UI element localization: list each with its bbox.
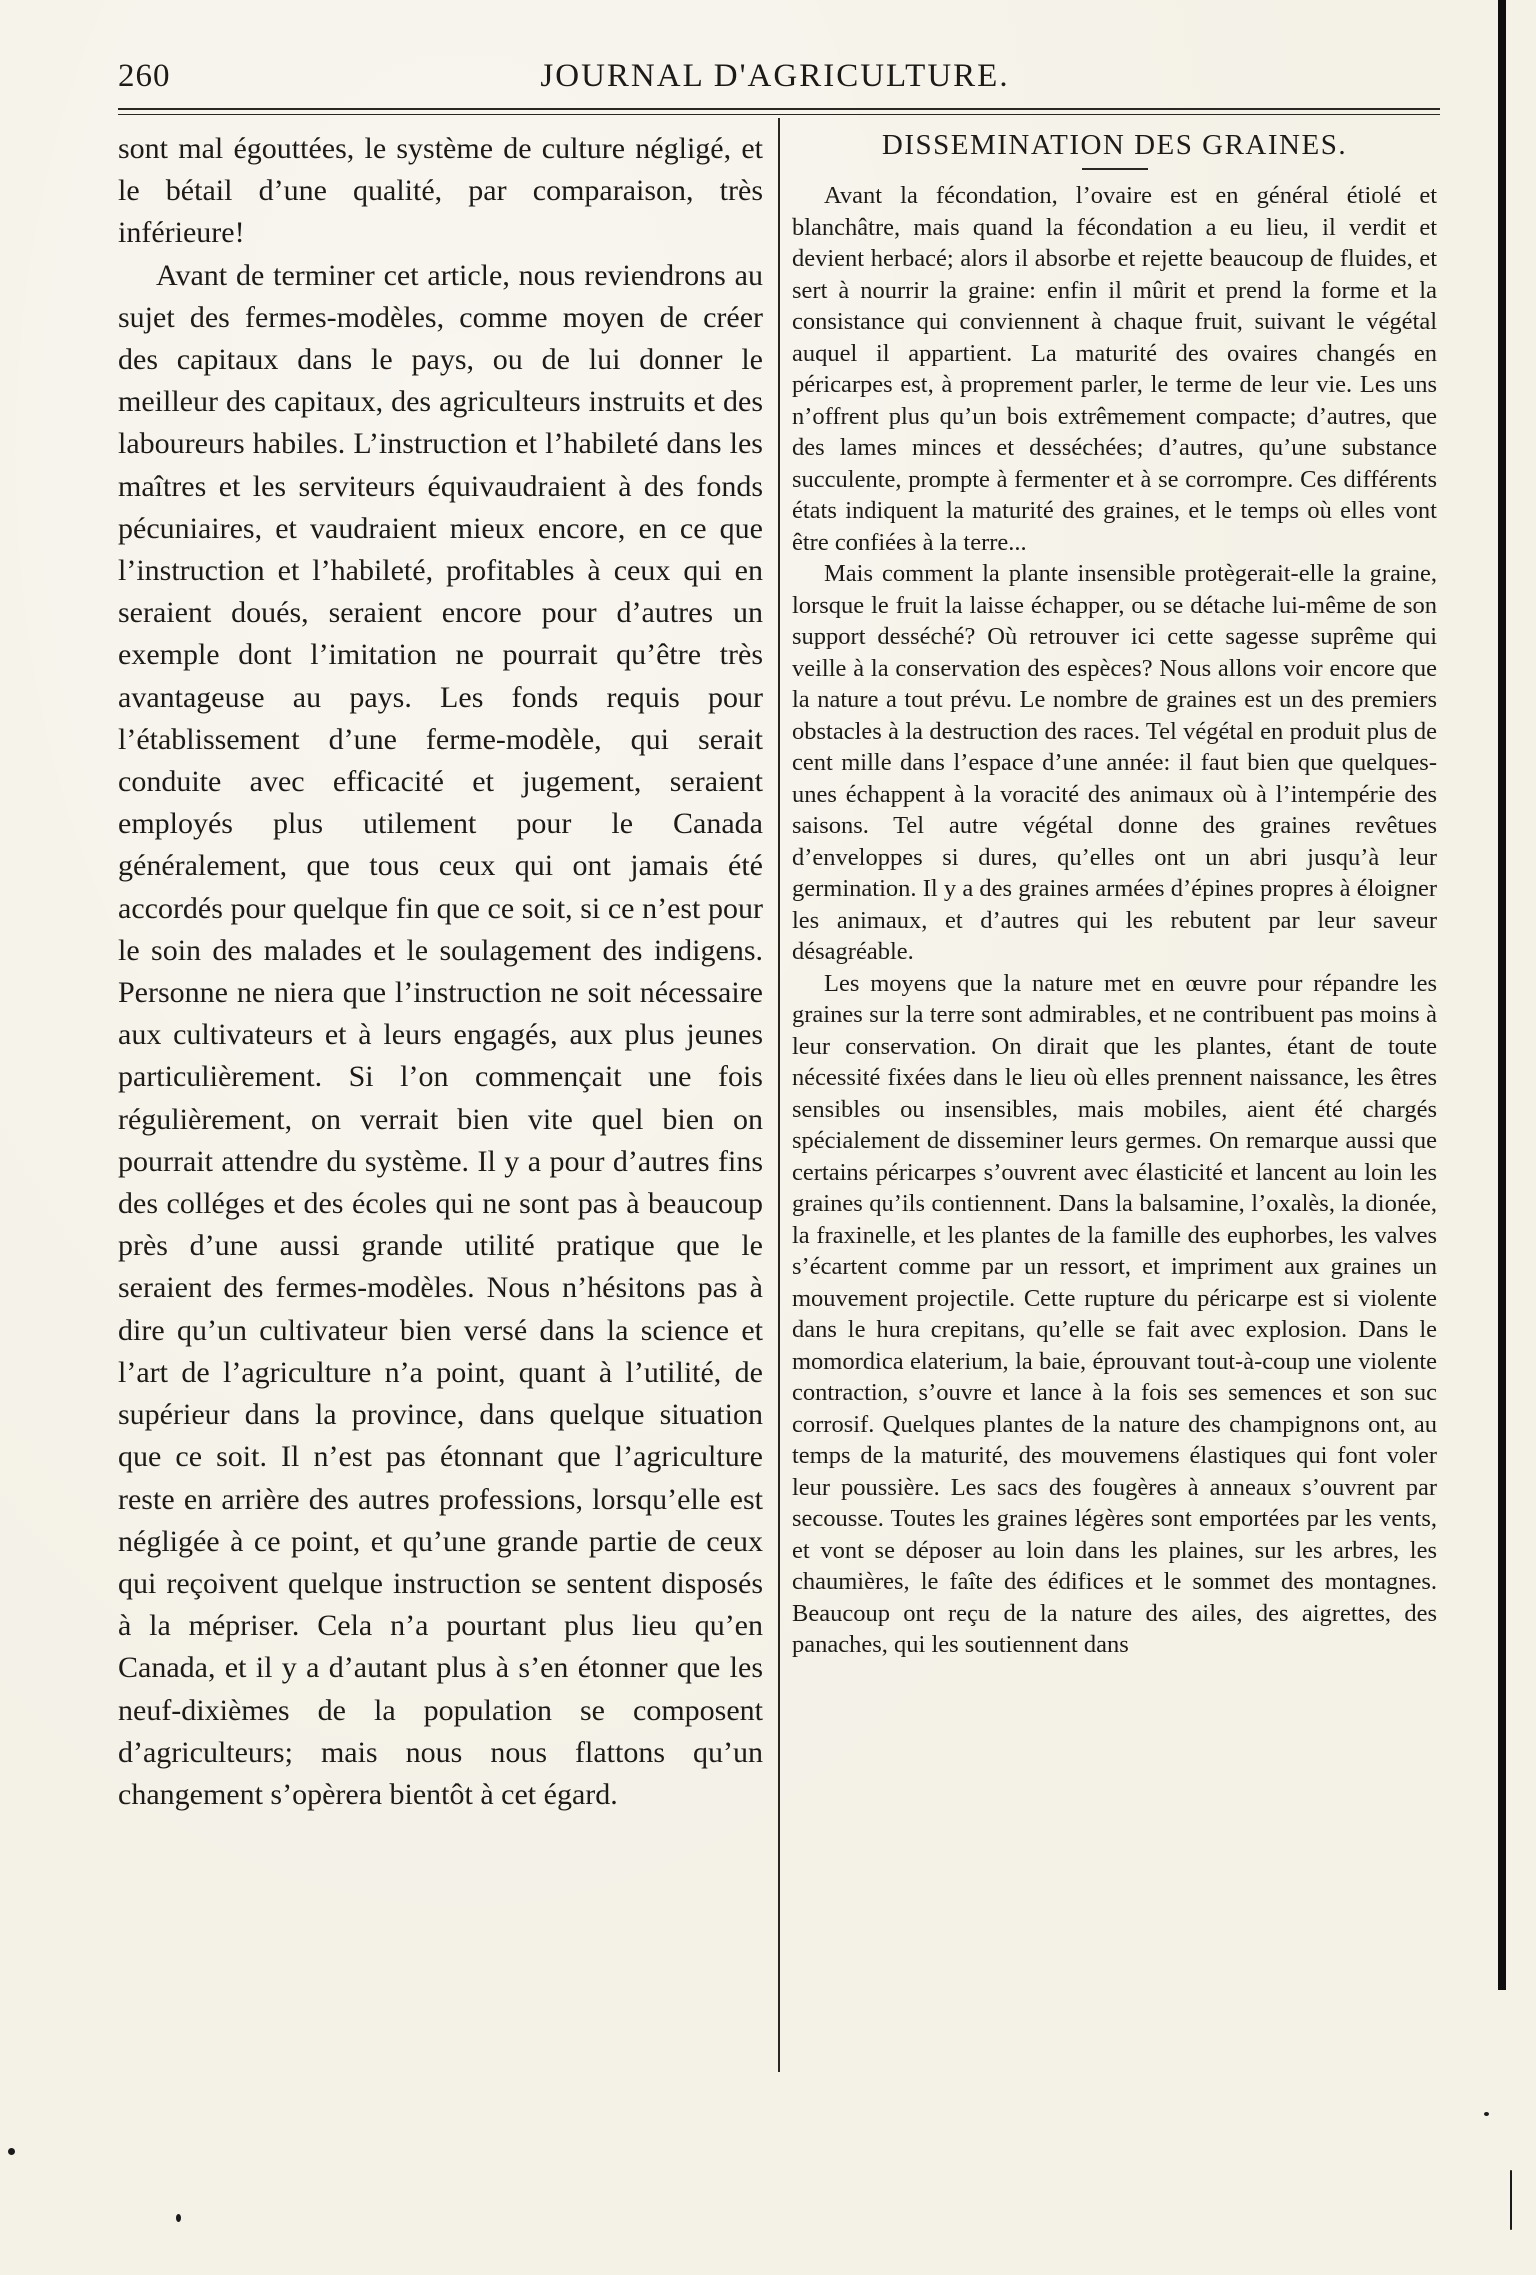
right-paragraph-1: Avant la fécondation, l’ovaire est en général étiolé et blanchâtre, mais quand la fécondation a eu lieu, il verdit et devient herbacé; alors il absorbe et rejette beaucoup de fluides, et sert à nourrir la graine: enfin il mûrit et prend la forme et la consistance qui conviennent à chaque fruit, suivant le végétal auquel il appartient. La maturité des ovaires changés en péricarpes est, à proprement parler, le terme de leur vie. Les uns n’offrent plus qu’un bois extrêmement compacte; d’autres, que des lames minces et desséchées; d’autres, qu’une substance succulente, prompte à fermenter et à se corrompre. Ces différents états indiquent la maturité des graines, et le temps où elles vont être confiées à la terre... — [792, 182, 1437, 556]
left-paragraph-1: sont mal égouttées, le système de culture négligé, et le bétail d’une qualité, par comparaison, très inférieure! — [118, 132, 763, 250]
column-divider — [778, 118, 780, 2072]
article-body — [792, 180, 1437, 1661]
page-number: 260 — [118, 58, 171, 94]
header-rule-second — [118, 114, 1440, 115]
right-paragraph-3: Les moyens que la nature met en œuvre pour répandre les graines sur la terre sont admirables, et ne contribuent pas moins à leur conservation. On dirait que les plantes, étant de toute nécessité fixées dans le lieu où elles prennent naissance, les êtres sensibles ou insensibles, mais mobiles, aient été chargés spécialement de disseminer leurs germes. On remarque aussi que certains péricarpes s’ouvrent avec élasticité et lancent au loin les graines qu’ils contiennent. Dans la balsamine, l’oxalès, la dionée, la fraxinelle, et les plantes de la famille des euphorbes, les valves s’écartent comme par un ressort, et impriment aux graines un mouvement projectile. Cette rupture du péricarpe est si violente dans le hura crepitans, qu’elle se fait avec explosion. Dans le momordica elaterium, la baie, éprouvant tout-à-coup une violente contraction, s’ouvre et lance à la fois ses semences et son suc corrosif. Quelques plantes de la nature des champignons ont, au temps de la maturité, des mouvemens élastiques qui font voler leur poussière. Les sacs des fougères à anneaux s’ouvrent par secousse. Toutes les graines légères sont emportées par les vents, et vont se déposer au loin dans les plaines, sur les arbres, les chaumières, le faîte des édifices et le sommet des montagnes. Beaucoup ont reçu de la nature des ailes, des aigrettes, des panaches, qui les soutiennent dans — [792, 969, 1437, 1658]
right-paragraph-2: Mais comment la plante insensible protègerait-elle la graine, lorsque le fruit la laisse échapper, ou se détache lui-même de son support desséché? Où retrouver ici cette sagesse suprême qui veille à la conservation des espèces? Nous allons voir encore que la nature a tout prévu. Le nombre de graines est un des premiers obstacles à la destruction des races. Tel végétal en produit plus de cent mille dans l’espace d’une année: il faut bien que quelques-unes échappent à la voracité des animaux où à l’intempérie des saisons. Tel autre végétal donne des graines revêtues d’enveloppes si dures, qu’elles ont un abri jusqu’à leur germination. Il y a des graines armées d’épines propres à éloigner les animaux, et d’autres qui les rebutent par leur saveur désagréable. — [792, 560, 1437, 965]
page-header — [110, 58, 1440, 108]
article-title: DISSEMINATION DES GRAINES. — [881, 129, 1348, 161]
running-title: JOURNAL D'AGRICULTURE. — [540, 58, 1010, 94]
header-rule — [118, 108, 1440, 110]
left-column — [118, 128, 763, 1816]
right-column — [792, 128, 1437, 1661]
page-edge-black-bar — [1498, 0, 1506, 1990]
title-rule — [1082, 168, 1148, 170]
left-paragraph-2: Avant de terminer cet article, nous reviendrons au sujet des fermes-modèles, comme moyen de créer des capitaux dans le pays, ou de lui donner le meilleur des capitaux, des agriculteurs instruits et des laboureurs habiles. L’instruction et l’habileté dans les maîtres et les serviteurs équivaudraient à des fonds pécuniaires, et vaudraient mieux encore, en ce que l’instruction et l’habileté, profitables à ceux qui en seraient doués, seraient encore pour d’autres un exemple dont l’imitation ne pourrait qu’être très avantageuse au pays. Les fonds requis pour l’établissement d’une ferme-modèle, qui serait conduite avec efficacité et jugement, seraient employés plus utilement pour le Canada généralement, que tous ceux qui ont jamais été accordés pour quelque fin que ce soit, si ce n’est pour le soin des malades et le soulagement des indigens. Personne ne niera que l’instruction ne soit nécessaire aux cultivateurs et à leurs engagés, aux plus jeunes particulièrement. Si l’on commençait une fois régulièrement, on verrait bien vite quel bien on pourrait attendre du système. Il y a pour d’autres fins des colléges et des écoles qui ne sont pas à beaucoup près d’une aussi grande utilité pratique que le seraient des fermes-modèles. Nous n’hésitons pas à dire qu’un cultivateur bien versé dans la science et l’art de l’agriculture n’a point, quant à l’utilité, de supérieur dans la province, dans quelque situation que ce soit. Il n’est pas étonnant que l’agriculture reste en arrière des autres professions, lorsqu’elle est négligée à ce point, et qu’une grande partie de ceux qui reçoivent quelque instruction se sentent disposés à la mépriser. Cela n’a pourtant plus lieu qu’en Canada, et il y a d’autant plus à s’en étonner que les neuf-dixièmes de la population se composent d’agriculteurs; mais nous nous flattons qu’un changement s’opèrera bientôt à cet égard. — [118, 258, 763, 1811]
